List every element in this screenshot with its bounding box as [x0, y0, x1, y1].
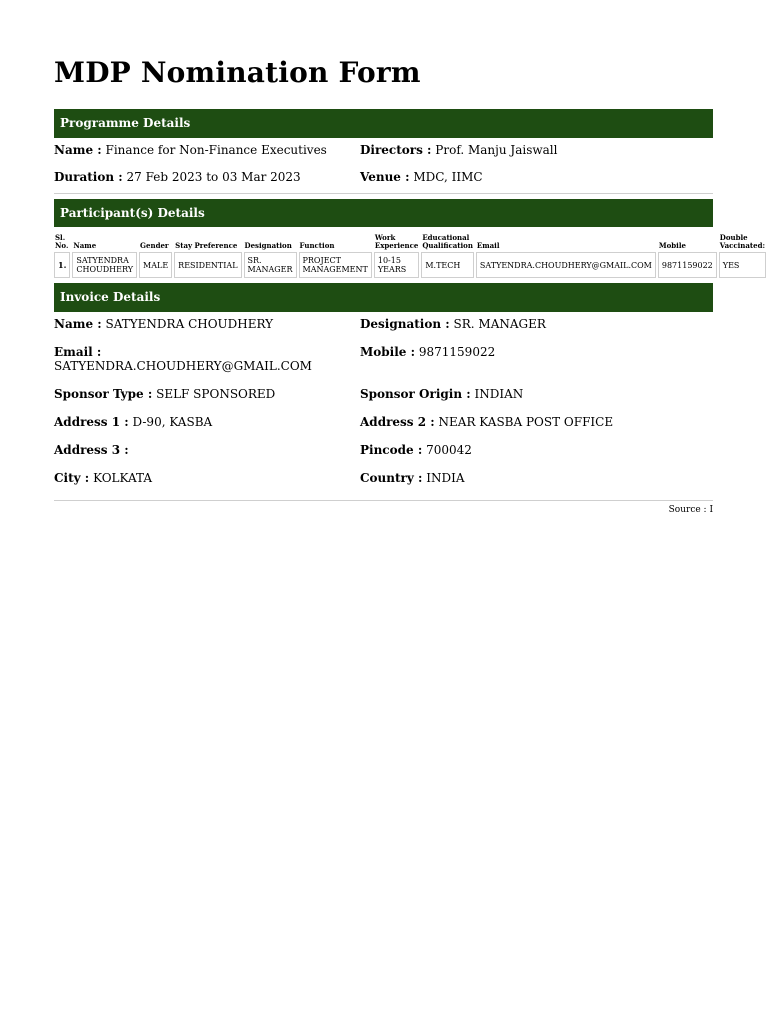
programme-duration-field [54, 170, 360, 184]
invoice-sponsor-type-label: Sponsor Type : [54, 387, 153, 401]
invoice-address1-field [54, 415, 360, 429]
programme-row-2 [54, 170, 713, 184]
cell-sl: 1. [54, 252, 70, 278]
invoice-address1-value: D-90, KASBA [132, 415, 213, 429]
programme-venue-field [360, 170, 666, 184]
invoice-row-2 [54, 345, 713, 373]
programme-directors-field [360, 143, 666, 157]
col-header-experience: Work Experience [374, 233, 419, 250]
invoice-country-field [360, 471, 666, 485]
invoice-row-1 [54, 317, 713, 331]
col-header-sl: Sl. No. [55, 233, 69, 250]
invoice-details-header: Invoice Details [54, 283, 713, 312]
invoice-sponsor-origin-value: INDIAN [474, 387, 524, 401]
cell-email: SATYENDRA.CHOUDHERY@GMAIL.COM [476, 252, 656, 278]
invoice-name-value: SATYENDRA CHOUDHERY [105, 317, 274, 331]
invoice-row-6 [54, 471, 713, 485]
page-title: MDP Nomination Form [54, 56, 421, 89]
participants-header-row [54, 234, 766, 250]
invoice-name-label: Name : [54, 317, 102, 331]
invoice-designation-field [360, 317, 666, 331]
invoice-pincode-field [360, 443, 666, 457]
programme-directors-value: Prof. Manju Jaiswall [435, 143, 558, 157]
invoice-email-field [54, 345, 360, 373]
cell-function: PROJECT MANAGEMENT [299, 252, 372, 278]
invoice-designation-label: Designation : [360, 317, 450, 331]
invoice-city-label: City : [54, 471, 90, 485]
programme-directors-label: Directors : [360, 143, 432, 157]
form-page [54, 0, 766, 515]
cell-name: SATYENDRA CHOUDHERY [72, 252, 137, 278]
col-header-mobile: Mobile [658, 241, 686, 250]
invoice-email-value: SATYENDRA.CHOUDHERY@GMAIL.COM [54, 359, 312, 373]
invoice-designation-value: SR. MANAGER [453, 317, 546, 331]
invoice-country-label: Country : [360, 471, 423, 485]
invoice-mobile-value: 9871159022 [418, 345, 496, 359]
invoice-address2-label: Address 2 : [360, 415, 435, 429]
programme-name-value: Finance for Non-Finance Executives [105, 143, 327, 157]
programme-venue-label: Venue : [360, 170, 410, 184]
participants-table [52, 232, 768, 280]
invoice-row-5 [54, 443, 713, 457]
invoice-address2-field [360, 415, 666, 429]
divider [54, 193, 713, 194]
col-header-name: Name [73, 241, 97, 250]
source-note: Source : I [668, 505, 713, 515]
programme-name-field [54, 143, 360, 157]
invoice-mobile-field [360, 345, 666, 373]
invoice-sponsor-type-value: SELF SPONSORED [156, 387, 276, 401]
cell-gender: MALE [139, 252, 172, 278]
invoice-email-label: Email : [54, 345, 102, 359]
participant-row [54, 252, 766, 278]
programme-duration-label: Duration : [54, 170, 123, 184]
invoice-city-field [54, 471, 360, 485]
invoice-address2-value: NEAR KASBA POST OFFICE [438, 415, 614, 429]
invoice-pincode-value: 700042 [426, 443, 472, 457]
cell-designation: SR. MANAGER [244, 252, 297, 278]
invoice-pincode-label: Pincode : [360, 443, 423, 457]
programme-duration-value: 27 Feb 2023 to 03 Mar 2023 [126, 170, 301, 184]
invoice-sponsor-origin-label: Sponsor Origin : [360, 387, 471, 401]
programme-row-1 [54, 143, 713, 157]
invoice-row-3 [54, 387, 713, 401]
cell-experience: 10-15 YEARS [374, 252, 419, 278]
invoice-mobile-label: Mobile : [360, 345, 416, 359]
cell-stay: RESIDENTIAL [174, 252, 241, 278]
cell-qualification: M.TECH [421, 252, 474, 278]
programme-details-header: Programme Details [54, 109, 713, 138]
invoice-city-value: KOLKATA [93, 471, 153, 485]
invoice-address1-label: Address 1 : [54, 415, 129, 429]
col-header-gender: Gender [140, 241, 169, 250]
invoice-address3-field [54, 443, 360, 457]
col-header-vaccinated: Double Vaccinated: [719, 233, 766, 250]
programme-name-label: Name : [54, 143, 102, 157]
col-header-stay: Stay Preference [175, 241, 238, 250]
col-header-qualification: Educational Qualification [422, 233, 473, 250]
col-header-designation: Designation [244, 241, 292, 250]
footer-divider [54, 500, 713, 501]
programme-venue-value: MDC, IIMC [413, 170, 483, 184]
invoice-address3-label: Address 3 : [54, 443, 129, 457]
invoice-sponsor-origin-field [360, 387, 666, 401]
cell-vaccinated: YES [719, 252, 766, 278]
cell-mobile: 9871159022 [658, 252, 717, 278]
invoice-country-value: INDIA [426, 471, 465, 485]
invoice-name-field [54, 317, 360, 331]
invoice-row-4 [54, 415, 713, 429]
participants-details-header: Participant(s) Details [54, 199, 713, 227]
col-header-function: Function [299, 241, 335, 250]
col-header-email: Email [476, 241, 500, 250]
invoice-sponsor-type-field [54, 387, 360, 401]
